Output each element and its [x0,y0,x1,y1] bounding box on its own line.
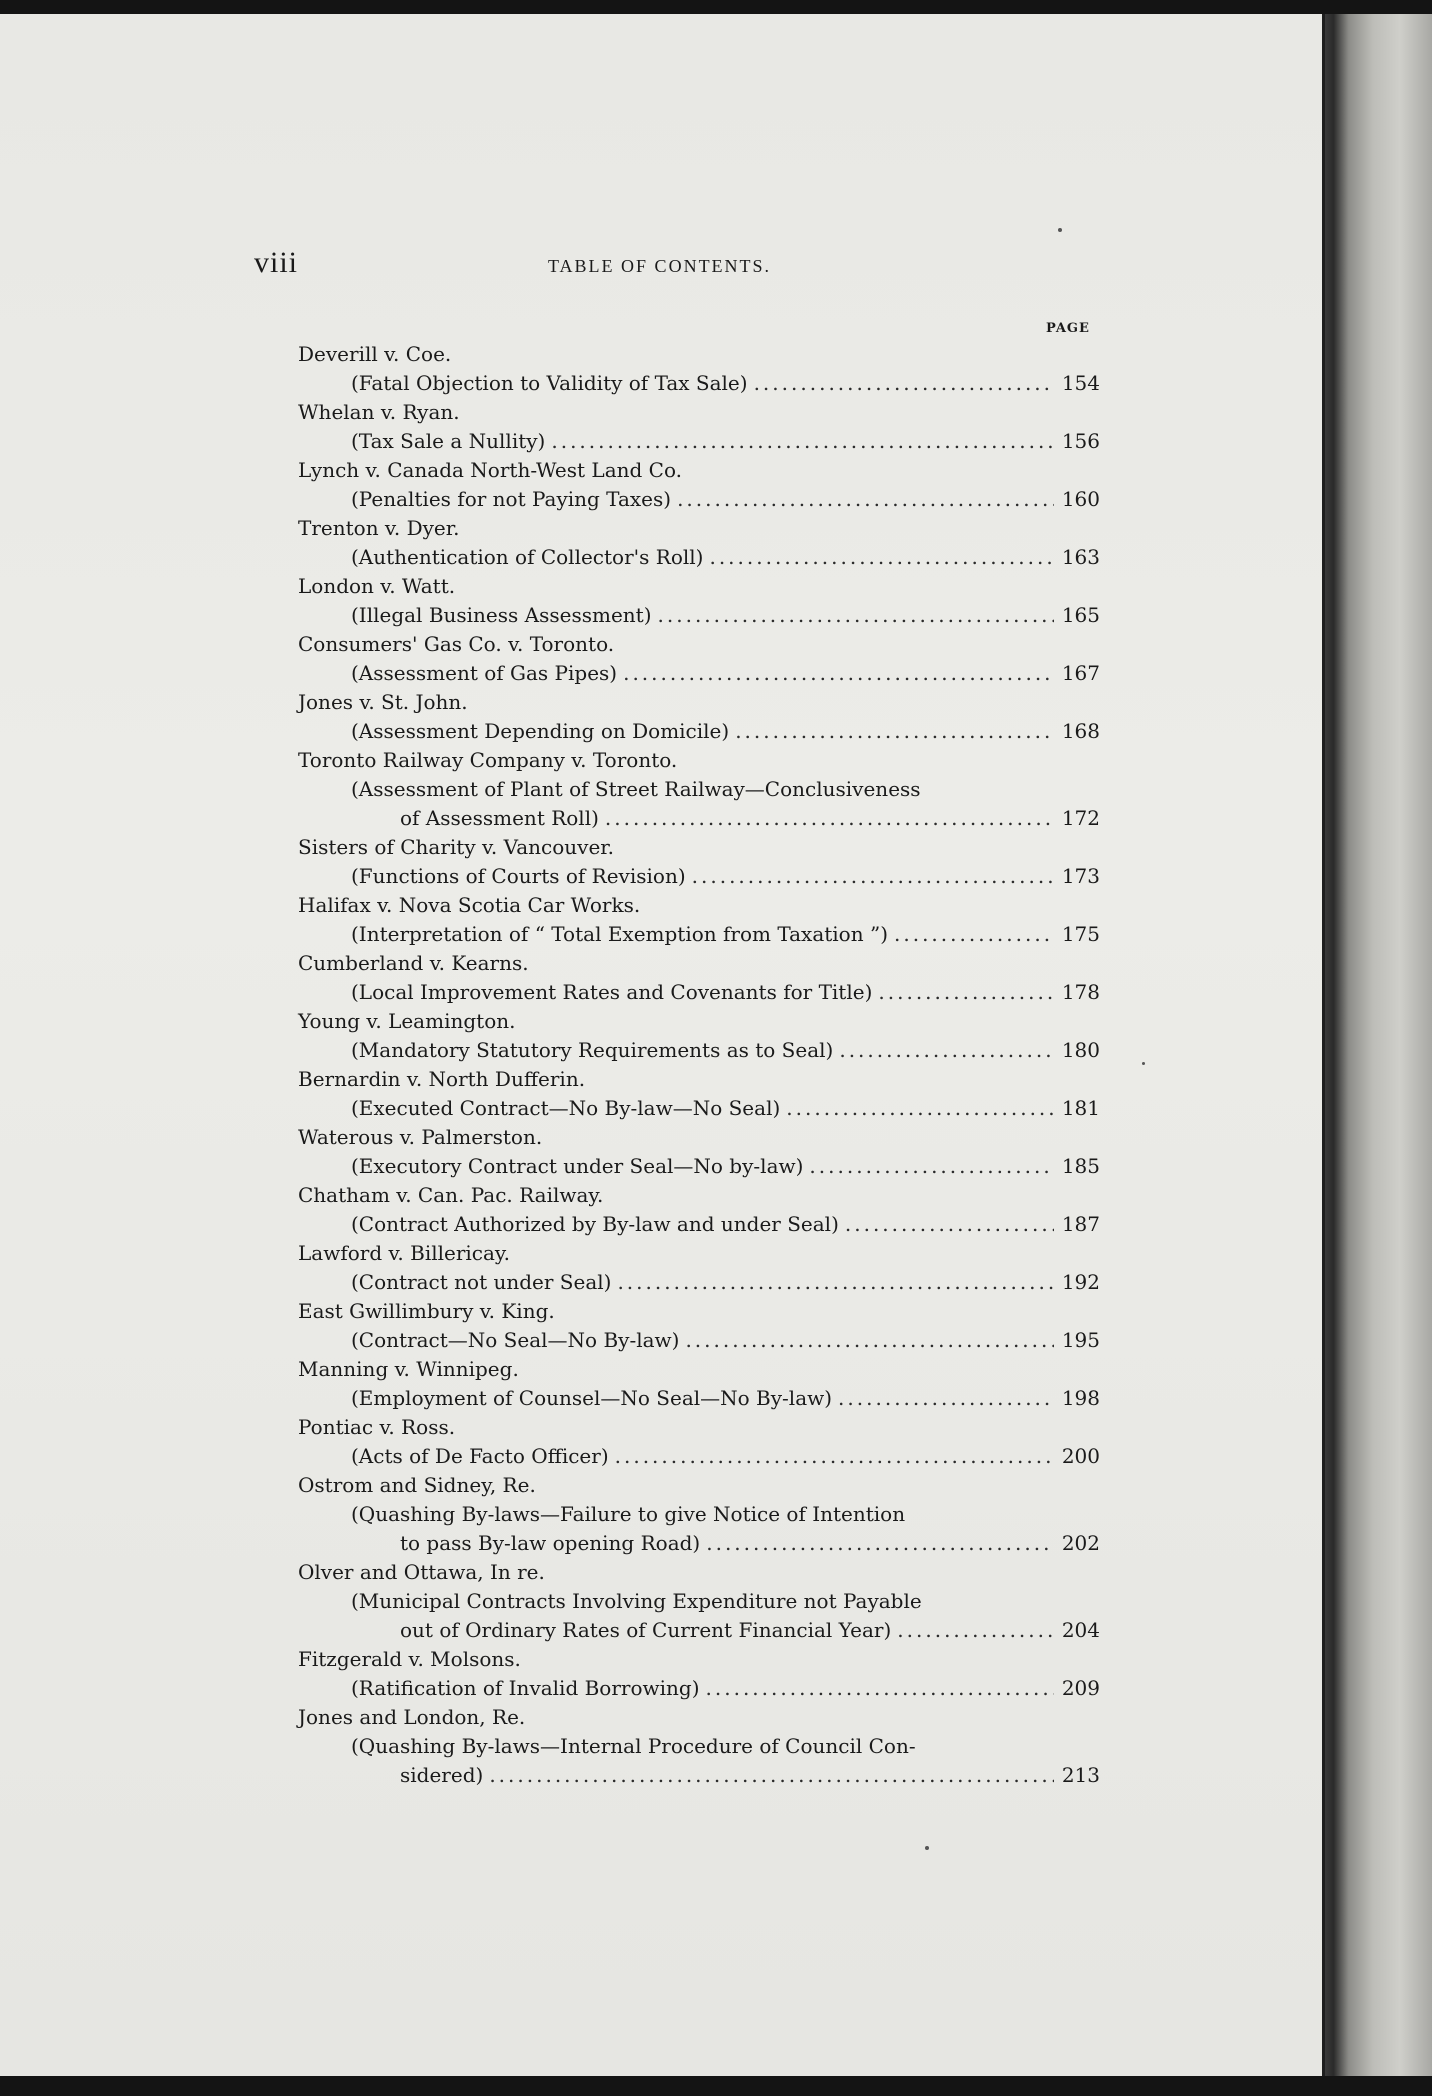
toc-entry-line [298,369,1100,398]
toc-entry-description: (Executory Contract under Seal—No by-law) [351,1154,804,1178]
dot-leader [551,427,1054,456]
paper-speck [1058,228,1062,232]
toc-entry-line [298,427,1100,456]
toc-page-number: 163 [1061,545,1100,569]
toc-case-title: London v. Watt. [298,574,456,598]
toc-entry-line [298,717,1100,746]
toc-page-number: 209 [1061,1676,1100,1700]
toc-entry-description: (Illegal Business Assessment) [351,603,652,627]
toc-case-title: Consumers' Gas Co. v. Toronto. [298,632,615,656]
toc-page-number: 167 [1061,661,1100,685]
toc-entry-line [298,1152,1100,1181]
dot-leader [658,601,1054,630]
toc-page-number: 168 [1061,719,1100,743]
toc-page-number: 156 [1061,429,1100,453]
paper-speck [925,1846,929,1850]
dot-leader [489,1761,1054,1790]
page-number: viii [254,246,299,279]
toc-entry-line [298,804,1100,833]
toc-page-number: 154 [1061,371,1100,395]
dot-leader [894,920,1054,949]
dot-leader [878,978,1054,1007]
dot-leader [735,717,1054,746]
toc-entry-description: of Assessment Roll) [400,806,599,830]
dot-leader [677,485,1054,514]
dot-leader [845,1210,1054,1239]
toc-page-number: 185 [1061,1154,1100,1178]
dot-leader [838,1384,1054,1413]
dot-leader [709,543,1054,572]
toc-entry-description: (Contract not under Seal) [351,1270,612,1294]
toc-entry-description: (Assessment of Gas Pipes) [351,661,618,685]
toc-case-title: Chatham v. Can. Pac. Railway. [298,1183,604,1207]
dot-leader [617,1268,1054,1297]
toc-case-title: Bernardin v. North Dufferin. [298,1067,586,1091]
toc-entry-description: (Quashing By-laws—Internal Procedure of Council Con- [351,1734,916,1758]
toc-case-title: Whelan v. Ryan. [298,400,460,424]
toc-case-title: Cumberland v. Kearns. [298,951,529,975]
toc-entry-description: sidered) [400,1763,484,1787]
toc-entry-line [298,1761,1100,1790]
toc-page-number: 198 [1061,1386,1100,1410]
book-binding [1325,14,1432,2076]
toc-case-title: Olver and Ottawa, In re. [298,1560,545,1584]
toc-case-title: Lawford v. Billericay. [298,1241,510,1265]
toc-page-number: 160 [1061,487,1100,511]
toc-entry-description: (Contract—No Seal—No By-law) [351,1328,680,1352]
toc-entry-line [298,1616,1100,1645]
toc-entry-description: (Ratification of Invalid Borrowing) [351,1676,700,1700]
toc-entry-line [298,1210,1100,1239]
toc-case-title: Pontiac v. Ross. [298,1415,456,1439]
paper-speck [1142,1062,1145,1065]
toc-case-title: Waterous v. Palmerston. [298,1125,543,1149]
toc-page-number: 173 [1061,864,1100,888]
toc-entry-description: (Employment of Counsel—No Seal—No By-law) [351,1386,833,1410]
toc-entry-description: (Municipal Contracts Involving Expenditure not Payable [351,1589,922,1613]
toc-case-title: Trenton v. Dyer. [298,516,460,540]
toc-entry-line [298,862,1100,891]
toc-entry-description: (Penalties for not Paying Taxes) [351,487,672,511]
toc-case-title: Fitzgerald v. Molsons. [298,1647,521,1671]
toc-entry-description: (Fatal Objection to Validity of Tax Sale) [351,371,748,395]
page-column-heading: PAGE [1046,321,1090,336]
dot-leader [809,1152,1054,1181]
toc-entry-description: (Tax Sale a Nullity) [351,429,546,453]
toc-entry-description: to pass By-law opening Road) [400,1531,701,1555]
toc-case-title: Manning v. Winnipeg. [298,1357,519,1381]
toc-entry-line [298,485,1100,514]
toc-entry-description: out of Ordinary Rates of Current Financial Year) [400,1618,892,1642]
toc-page-number: 204 [1061,1618,1100,1642]
toc-page-number: 192 [1061,1270,1100,1294]
dot-leader [615,1442,1054,1471]
toc-page-number: 165 [1061,603,1100,627]
toc-page-number: 180 [1061,1038,1100,1062]
dot-leader [754,369,1054,398]
toc-page-number: 181 [1061,1096,1100,1120]
toc-entry-line [298,1036,1100,1065]
toc-entry-line [298,1442,1100,1471]
dot-leader [706,1674,1054,1703]
toc-page-number: 172 [1061,806,1100,830]
toc-entry-line [298,1384,1100,1413]
toc-entry-line [298,1326,1100,1355]
toc-entry-line [298,1674,1100,1703]
toc-page-number: 202 [1061,1531,1100,1555]
toc-case-title: Toronto Railway Company v. Toronto. [298,748,678,772]
toc-case-title: Deverill v. Coe. [298,342,452,366]
toc-entry-line [298,920,1100,949]
toc-entries [298,340,1100,1790]
toc-entry-description: (Functions of Courts of Revision) [351,864,686,888]
toc-entry-line [298,1529,1100,1558]
toc-case-title: Sisters of Charity v. Vancouver. [298,835,615,859]
dot-leader [623,659,1054,688]
toc-entry-description: (Acts of De Facto Officer) [351,1444,609,1468]
toc-entry-description: (Assessment of Plant of Street Railway—Conclusiveness [351,777,921,801]
toc-entry-description: (Mandatory Statutory Requirements as to Seal) [351,1038,834,1062]
toc-entry-line [298,978,1100,1007]
toc-entry-description: (Local Improvement Rates and Covenants for Title) [351,980,873,1004]
toc-entry-description: (Executed Contract—No By-law—No Seal) [351,1096,781,1120]
toc-page-number: 175 [1061,922,1100,946]
running-head: TABLE OF CONTENTS. [548,256,772,276]
dot-leader [706,1529,1054,1558]
toc-case-title: East Gwillimbury v. King. [298,1299,555,1323]
toc-case-title: Jones v. St. John. [298,690,468,714]
dot-leader [685,1326,1054,1355]
toc-entry-description: (Interpretation of “ Total Exemption from Taxation ”) [351,922,888,946]
dot-leader [839,1036,1054,1065]
table-of-contents [0,14,1325,2076]
toc-page-number: 178 [1061,980,1100,1004]
dot-leader [605,804,1054,833]
toc-entry-description: (Contract Authorized by By-law and under Seal) [351,1212,839,1236]
toc-case-title: Lynch v. Canada North-West Land Co. [298,458,683,482]
dot-leader [692,862,1054,891]
toc-page-number: 195 [1061,1328,1100,1352]
toc-case-title: Ostrom and Sidney, Re. [298,1473,536,1497]
toc-entry-line [298,1268,1100,1297]
toc-entry-line [298,543,1100,572]
toc-case-title: Jones and London, Re. [298,1705,526,1729]
toc-entry-line [298,659,1100,688]
toc-case-title: Young v. Leamington. [298,1009,516,1033]
toc-entry-line [298,1094,1100,1123]
toc-page-number: 213 [1061,1763,1100,1787]
toc-entry-description: (Authentication of Collector's Roll) [351,545,704,569]
dot-leader [786,1094,1054,1123]
toc-page-number: 200 [1061,1444,1100,1468]
toc-page-number: 187 [1061,1212,1100,1236]
toc-entry-description: (Assessment Depending on Domicile) [351,719,730,743]
toc-entry-description: (Quashing By-laws—Failure to give Notice of Intention [351,1502,906,1526]
toc-case-title: Halifax v. Nova Scotia Car Works. [298,893,641,917]
toc-entry-line [298,601,1100,630]
book-page [0,14,1325,2076]
dot-leader [897,1616,1054,1645]
